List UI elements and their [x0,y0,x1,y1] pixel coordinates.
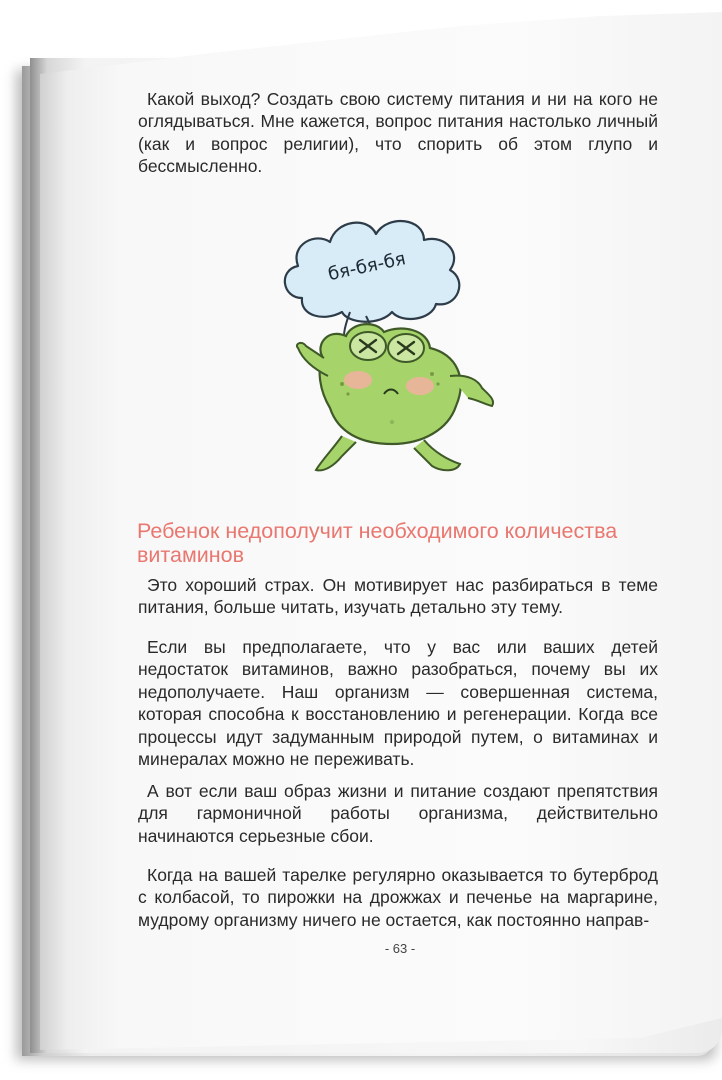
speech-text: бя-бя-бя [326,248,408,286]
paragraph-intro: Какой выход? Создать свою систему питания и ни на кого не оглядываться. Мне кажется, вопрос питания настолько личный (как и вопрос религии), что спорить об этом глупо и бессмысленно. [138,89,658,177]
paragraph-1: Это хороший страх. Он мотивирует нас разбираться в теме питания, больше читать, изучать детально эту тему. [138,575,658,618]
frog-illustration [272,208,512,478]
paragraph-3: А вот если ваш образ жизни и питание создают препятствия для гармоничной работы организма, действительно начинаются серьезные сбои. [138,781,658,846]
page-number: - 63 - [384,941,416,956]
section-heading: Ребенок недополучит необходимого количества витаминов [137,519,618,567]
paragraph-2: Если вы предполагаете, что у вас или ваших детей недостаток витаминов, важно разобраться, почему вы их недополучаете. Наш организм — совершенная система, которая способна к восстановлению и регенерации. Когда все процессы идут задуманным природой путем, о витаминах и минералах можно не переживать. [138,637,658,770]
paragraph-4: Когда на вашей тарелке регулярно оказывается то бутерброд с колбасой, то пирожки на дрожжах и печенье на маргарине, мудрому организму ничего не остается, как постоянно направ- [138,865,658,930]
frog [297,324,493,470]
